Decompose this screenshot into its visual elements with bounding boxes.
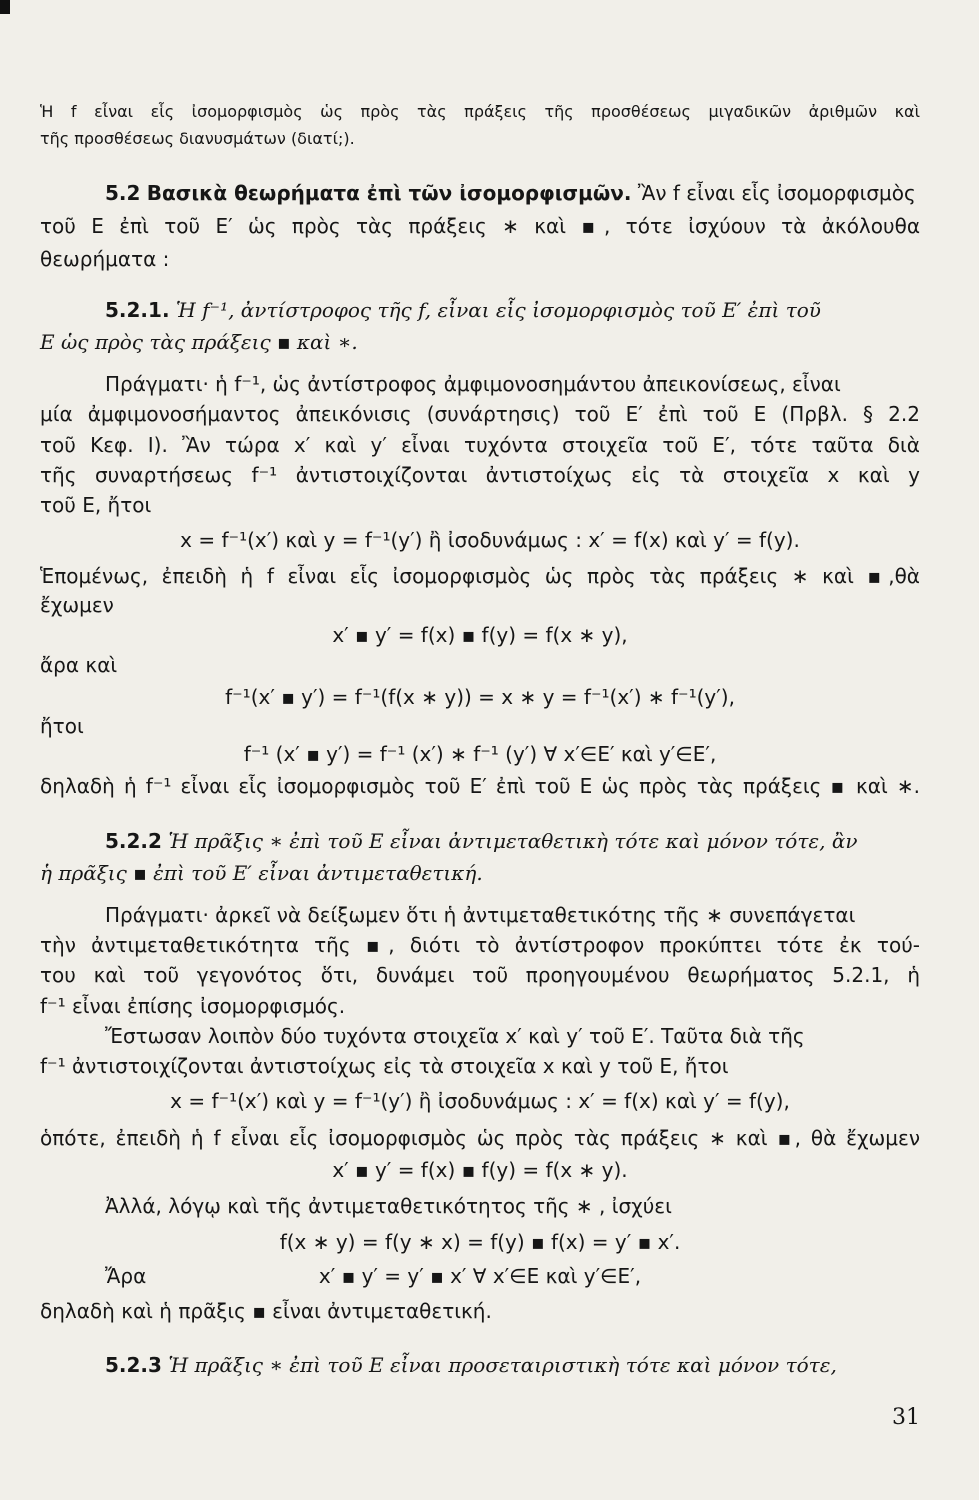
proof2-equation-2: x′ ▪ y′ = f(x) ▪ f(y) = f(x ∗ y). bbox=[332, 1158, 628, 1182]
section-5-2-line-2: τοῦ E ἐπὶ τοῦ E′ ὡς πρὸς τὰς πράξεις ∗ καὶ ▪, τότε ἰσχύουν τὰ ἀκόλουθα bbox=[40, 214, 920, 238]
intro-line-2: τῆς προσθέσεως διανυσμάτων (διατί;). bbox=[40, 129, 355, 148]
theorem-5-2-1-statement bbox=[105, 297, 920, 323]
proof1-equation-1: x = f⁻¹(x′) καὶ y = f⁻¹(y′) ἢ ἰσοδυνάμως : x′ = f(x) καὶ y′ = f(y). bbox=[180, 528, 800, 552]
theorem-number: 5.2.3 bbox=[105, 1353, 162, 1377]
theorem-number: 5.2.1. bbox=[105, 298, 170, 322]
proof2-line-3: του καὶ τοῦ γεγονότος ὅτι, δυνάμει τοῦ προηγουμένου θεωρήματος 5.2.1, ἡ bbox=[40, 963, 920, 987]
proof1-equation-4: f⁻¹ (x′ ▪ y′) = f⁻¹ (x′) ∗ f⁻¹ (y′) ∀ x′∈E′ καὶ y′∈E′, bbox=[243, 742, 717, 766]
proof1-line-9: ἤτοι bbox=[40, 714, 84, 738]
theorem-number: 5.2.2 bbox=[105, 829, 162, 853]
proof2-equation-3: f(x ∗ y) = f(y ∗ x) = f(y) ▪ f(x) = y′ ▪ x′. bbox=[279, 1230, 681, 1254]
section-number: 5.2 bbox=[105, 181, 141, 205]
section-5-2-line-3: θεωρήματα : bbox=[40, 247, 170, 271]
intro-line-1: Ἡ f εἶναι εἷς ἰσομορφισμὸς ὡς πρὸς τὰς πράξεις τῆς προσθέσεως μιγαδικῶν ἀριθμῶν καὶ bbox=[40, 102, 920, 121]
theorem-5-2-2-statement bbox=[105, 828, 920, 854]
theorem-text: Ἡ πρᾶξις ∗ ἐπὶ τοῦ E εἶναι προσεταιριστικὴ τότε καὶ μόνον τότε, bbox=[168, 1353, 837, 1377]
proof1-line-3: τοῦ Κεφ. I). Ἂν τώρα x′ καὶ y′ εἶναι τυχόντα στοιχεῖα τοῦ E′, τότε ταῦτα διὰ bbox=[40, 433, 920, 457]
theorem-5-2-3-statement bbox=[105, 1352, 920, 1378]
theorem-text: Ἡ πρᾶξις ∗ ἐπὶ τοῦ E εἶναι ἀντιμεταθετικὴ τότε καὶ μόνον τότε, ἂν bbox=[168, 829, 858, 853]
proof1-equation-2: x′ ▪ y′ = f(x) ▪ f(y) = f(x ∗ y), bbox=[332, 623, 628, 647]
scan-corner-mark bbox=[0, 0, 10, 14]
theorem-5-2-2-statement-2: ἡ πρᾶξις ▪ ἐπὶ τοῦ E′ εἶναι ἀντιμεταθετική. bbox=[40, 861, 483, 885]
proof1-equation-3: f⁻¹(x′ ▪ y′) = f⁻¹(f(x ∗ y)) = x ∗ y = f⁻¹(x′) ∗ f⁻¹(y′), bbox=[225, 685, 735, 709]
proof1-line-2: μία ἀμφιμονοσήμαντος ἀπεικόνισις (συνάρτησις) τοῦ E′ ἐπὶ τοῦ E (Πρβλ. § 2.2 bbox=[40, 402, 920, 426]
proof2-line-2: τὴν ἀντιμεταθετικότητα τῆς ▪, διότι τὸ ἀντίστροφον προκύπτει τότε ἐκ τού- bbox=[40, 933, 920, 957]
proof1-line-8: ἄρα καὶ bbox=[40, 653, 118, 677]
proof1-line-4: τῆς συναρτήσεως f⁻¹ ἀντιστοιχίζονται ἀντιστοίχως εἰς τὰ στοιχεῖα x καὶ y bbox=[40, 463, 920, 487]
section-title: Βασικὰ θεωρήματα ἐπὶ τῶν ἰσομορφισμῶν. bbox=[146, 181, 632, 205]
proof1-line-5: τοῦ E, ἤτοι bbox=[40, 493, 152, 517]
proof2-line-4: f⁻¹ εἶναι ἐπίσης ἰσομορφισμός. bbox=[40, 994, 346, 1018]
proof1-line-10: δηλαδὴ ἡ f⁻¹ εἶναι εἷς ἰσομορφισμὸς τοῦ E′ ἐπὶ τοῦ E ὡς πρὸς τὰς πράξεις ▪ καὶ ∗. bbox=[40, 774, 920, 798]
proof2-line-5: Ἔστωσαν λοιπὸν δύο τυχόντα στοιχεῖα x′ καὶ y′ τοῦ E′. Ταῦτα διὰ τῆς bbox=[105, 1024, 805, 1048]
section-intro-text: Ἂν f εἶναι εἷς ἰσομορφισμὸς bbox=[637, 181, 916, 205]
theorem-text: Ἡ f⁻¹, ἀντίστροφος τῆς f, εἶναι εἷς ἰσομορφισμὸς τοῦ E′ ἐπὶ τοῦ bbox=[175, 298, 821, 322]
proof2-line-7: ὁπότε, ἐπειδὴ ἡ f εἶναι εἷς ἰσομορφισμὸς ὡς πρὸς τὰς πράξεις ∗ καὶ ▪, θὰ ἔχωμεν bbox=[40, 1126, 920, 1150]
proof2-line-6: f⁻¹ ἀντιστοιχίζονται ἀντιστοίχως εἰς τὰ στοιχεῖα x καὶ y τοῦ E, ἤτοι bbox=[40, 1054, 729, 1078]
proof1-line-1: Πράγματι· ἡ f⁻¹, ὡς ἀντίστροφος ἀμφιμονοσημάντου ἀπεικονίσεως, εἶναι bbox=[105, 372, 841, 396]
proof2-line-1: Πράγματι· ἀρκεῖ νὰ δείξωμεν ὅτι ἡ ἀντιμεταθετικότης τῆς ∗ συνεπάγεται bbox=[105, 903, 856, 927]
section-5-2-heading bbox=[105, 180, 920, 206]
theorem-5-2-1-statement-2: E ὡς πρὸς τὰς πράξεις ▪ καὶ ∗. bbox=[40, 330, 358, 354]
proof1-line-6: Ἑπομένως, ἐπειδὴ ἡ f εἶναι εἷς ἰσομορφισμὸς ὡς πρὸς τὰς πράξεις ∗ καὶ ▪,θὰ bbox=[40, 564, 920, 588]
proof2-equation-1: x = f⁻¹(x′) καὶ y = f⁻¹(y′) ἢ ἰσοδυνάμως : x′ = f(x) καὶ y′ = f(y), bbox=[170, 1089, 790, 1113]
page-number: 31 bbox=[892, 1405, 920, 1430]
proof2-line-9-label: Ἄρα bbox=[105, 1264, 147, 1288]
proof2-line-8: Ἀλλά, λόγῳ καὶ τῆς ἀντιμεταθετικότητος τῆς ∗ , ἰσχύει bbox=[105, 1194, 672, 1218]
proof2-line-10: δηλαδὴ καὶ ἡ πρᾶξις ▪ εἶναι ἀντιμεταθετική. bbox=[40, 1299, 492, 1323]
proof2-equation-4: x′ ▪ y′ = y′ ▪ x′ ∀ x′∈E καὶ y′∈E′, bbox=[318, 1264, 642, 1288]
proof1-line-7: ἔχωμεν bbox=[40, 593, 114, 617]
